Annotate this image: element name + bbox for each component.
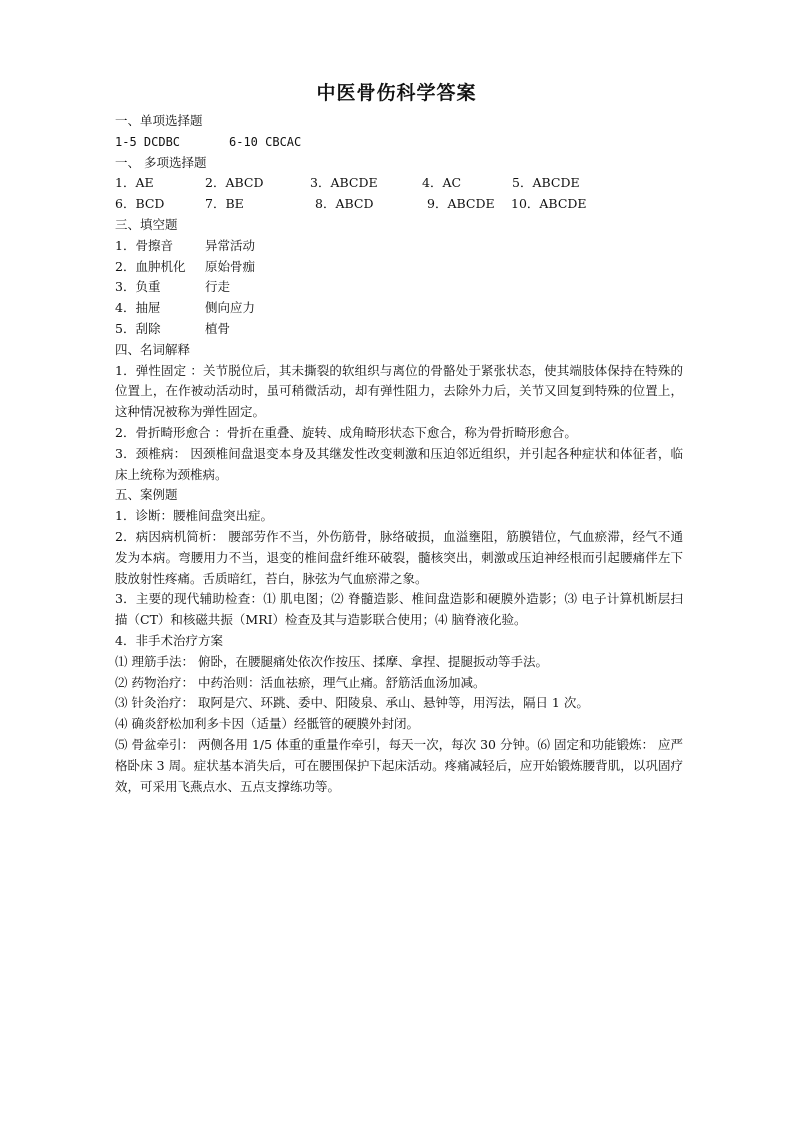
- fill-answer: 异常活动: [205, 237, 256, 253]
- section-heading: 四、名词解释: [115, 341, 191, 357]
- answer-group: 1-5 DCDBC: [115, 134, 181, 149]
- answer-item: 9．ABCDE: [427, 196, 495, 212]
- answer-line: [115, 132, 683, 153]
- fill-item: [115, 236, 683, 257]
- section-heading: 五、案例题: [115, 487, 178, 503]
- fill-answer: 2．血肿机化: [115, 258, 186, 274]
- answer-item: 4．AC: [422, 175, 462, 191]
- page-title: 中医骨伤科学答案: [316, 82, 477, 104]
- section-heading: 一、 多项选择题: [115, 154, 207, 170]
- fill-answer: 侧向应力: [205, 300, 256, 316]
- case-answer: 4．非手术治疗方案: [115, 632, 223, 648]
- case-answer: ⑴ 理筋手法： 俯卧，在腰腿痛处依次作按压、揉摩、拿捏、提腿扳动等手法。: [115, 653, 548, 669]
- case-answer: ⑶ 针灸治疗： 取阿是穴、环跳、委中、阳陵泉、承山、悬钟等，用泻法，隔日 1 次。: [115, 695, 589, 711]
- fill-item: [115, 277, 683, 298]
- case-answer: 2．病因病机简析： 腰部劳作不当，外伤筋骨，脉络破损，血溢壅阻，筋膜错位，气血瘀滞，经气不通发为本病。弯腰用力不当，退变的椎间盘纤维环破裂，髓核突出，刺激或压迫神经根而引起腰痛伴左下肢放射性疼痛。舌质暗红，苔白，脉弦为气血瘀滞之象。: [115, 528, 683, 586]
- answer-item: 5．ABCDE: [512, 175, 580, 191]
- fill-answer: 1．骨擦音: [115, 237, 173, 253]
- case-answer: ⑵ 药物治疗： 中药治则：活血祛瘀，理气止痛。舒筋活血汤加减。: [115, 674, 486, 690]
- fill-answer: 4．抽屉: [115, 300, 161, 316]
- term-definition: 1．弹性固定 ：关节脱位后，其未撕裂的软组织与离位的骨骼处于紧张状态，使其端肢体保持在特殊的位置上，在作被动活动时，虽可稍微活动，却有弹性阻力，去除外力后，关节又回复到特殊的位置上，这种情况被称为弹性固定。: [115, 362, 683, 420]
- fill-item: [115, 257, 683, 278]
- answer-group: 6-10 CBCAC: [229, 134, 302, 149]
- answer-item: 8．ABCD: [315, 196, 374, 212]
- case-answer: ⑸ 骨盆牵引： 两侧各用 1/5 体重的重量作牵引，每天一次，每次 30 分钟。⑹ 固定和功能锻炼： 应严格卧床 3 周。症状基本消失后，可在腰围保护下起床活动。疼痛减轻后，应开始锻炼腰背肌，以巩固疗效，可采用飞燕点水、五点支撑练功等。: [115, 736, 683, 794]
- fill-item: [115, 298, 683, 319]
- term-definition: 3．颈椎病： 因颈椎间盘退变本身及其继发性改变刺激和压迫邻近组织，并引起各种症状和体征者，临床上统称为颈椎病。: [115, 445, 683, 482]
- document-body: [115, 111, 683, 797]
- fill-answer: 原始骨痂: [205, 258, 256, 274]
- answer-item: 1．AE: [115, 175, 154, 191]
- answer-item: 3．ABCDE: [310, 175, 378, 191]
- section-heading: 一、单项选择题: [115, 113, 203, 128]
- fill-answer: 行走: [205, 279, 231, 295]
- fill-item: [115, 319, 683, 340]
- answer-item: 6．BCD: [115, 196, 165, 212]
- case-answer: 3．主要的现代辅助检查：⑴ 肌电图；⑵ 脊髓造影、椎间盘造影和硬膜外造影；⑶ 电子计算机断层扫描（CT）和核磁共振（MRI）检查及其与造影联合使用；⑷ 脑脊液化验。: [115, 591, 683, 628]
- answer-row: [115, 173, 683, 194]
- answer-item: 2．ABCD: [205, 175, 264, 191]
- section-heading: 三、填空题: [115, 216, 178, 232]
- term-definition: 2．骨折畸形愈合 ：骨折在重叠、旋转、成角畸形状态下愈合，称为骨折畸形愈合。: [115, 424, 577, 440]
- answer-item: 10．ABCDE: [511, 196, 587, 212]
- answer-row: [115, 194, 683, 215]
- fill-answer: 植骨: [205, 320, 231, 336]
- fill-answer: 3．负重: [115, 279, 161, 295]
- case-answer: ⑷ 确炎舒松加利多卡因（适量）经骶管的硬膜外封闭。: [115, 716, 419, 732]
- fill-answer: 5．刮除: [115, 320, 161, 336]
- case-answer: 1．诊断：腰椎间盘突出症。: [115, 508, 273, 524]
- answer-item: 7．BE: [205, 196, 244, 212]
